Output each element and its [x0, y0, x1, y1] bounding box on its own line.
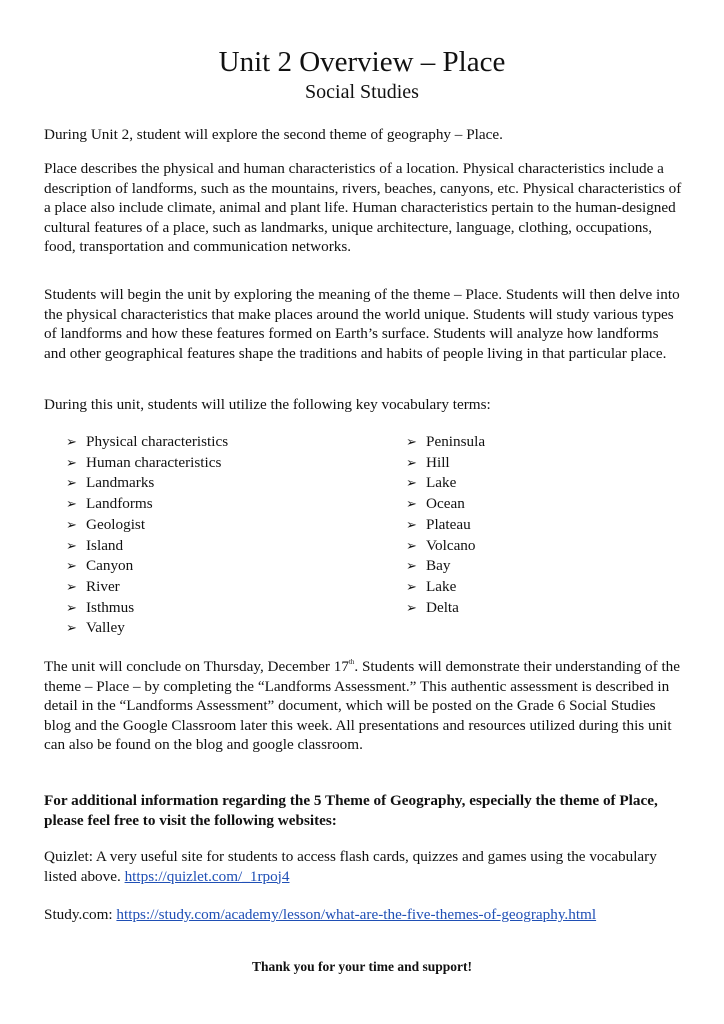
vocabulary-term: Volcano [426, 536, 476, 554]
unit-plan-paragraph: Students will begin the unit by exploring the meaning of the theme – Place. Students will then delve into the physical characteristics that make places around the world unique. Students will study various types of landforms and how these features formed on Earth’s surface. Students will analyze how landforms and other geographical features shape the traditions and habits of people living in that particular place. [44, 286, 680, 362]
quizlet-description: Quizlet: A very useful site for students to access flash cards, quizzes and games using the vocabulary listed above. [44, 848, 657, 885]
intro-paragraph: During Unit 2, student will explore the second theme of geography – Place. [44, 126, 503, 143]
vocabulary-term: Geologist [86, 515, 146, 533]
vocabulary-item [66, 494, 228, 515]
vocabulary-item [66, 515, 228, 536]
arrow-bullet-icon: ➢ [66, 579, 77, 595]
vocabulary-item [406, 536, 485, 557]
arrow-bullet-icon: ➢ [66, 517, 77, 533]
thank-you-note: Thank you for your time and support! [251, 959, 473, 974]
vocabulary-item [66, 453, 228, 474]
conclusion-text-end: . Students will demonstrate their understanding of the theme – Place – by completing the “Landforms Assessment.” This authentic assessment is described in detail in the “Landforms Assessment” document, which will be posted on the Grade 6 Social Studies blog and the Google Classroom later this week. All presentations and resources utilized during this unit can also be found on the blog and google classroom. [44, 658, 681, 753]
arrow-bullet-icon: ➢ [66, 455, 77, 471]
arrow-bullet-icon: ➢ [66, 435, 77, 450]
vocabulary-term: Isthmus [86, 598, 135, 616]
page-subtitle: Social Studies [305, 81, 419, 103]
vocabulary-list-left [66, 432, 228, 639]
conclusion-paragraph [44, 653, 684, 755]
vocabulary-term: Ocean [426, 495, 465, 513]
vocabulary-item [406, 515, 485, 536]
vocabulary-item [406, 598, 485, 619]
vocabulary-term: Landforms [86, 495, 153, 513]
vocabulary-term: Plateau [426, 515, 471, 533]
vocabulary-item [66, 432, 228, 453]
arrow-bullet-icon: ➢ [66, 538, 77, 554]
vocabulary-term: Lake [426, 577, 457, 595]
vocabulary-item [66, 577, 228, 598]
vocabulary-list-right [406, 432, 485, 618]
additional-info-heading: For additional information regarding the 5 Theme of Geography, especially the theme of Place, please feel free to visit the following websites: [44, 792, 658, 829]
vocabulary-item [66, 618, 228, 639]
arrow-bullet-icon: ➢ [406, 579, 417, 595]
vocabulary-intro: During this unit, students will utilize the following key vocabulary terms: [44, 396, 491, 413]
vocabulary-term: Island [86, 536, 124, 554]
vocabulary-item [406, 432, 485, 453]
vocabulary-item [66, 556, 228, 577]
vocabulary-term: Canyon [86, 557, 134, 575]
quizlet-paragraph [44, 847, 684, 886]
vocabulary-item [406, 494, 485, 515]
study-label: Study.com: [44, 906, 117, 923]
arrow-bullet-icon: ➢ [406, 497, 417, 513]
vocabulary-item [66, 598, 228, 619]
study-link[interactable]: https://study.com/academy/lesson/what-are-the-five-themes-of-geography.html [116, 906, 597, 923]
arrow-bullet-icon: ➢ [406, 517, 417, 533]
vocabulary-item [406, 556, 485, 577]
vocabulary-term: Peninsula [426, 433, 486, 450]
arrow-bullet-icon: ➢ [406, 455, 417, 471]
vocabulary-term: River [86, 577, 120, 595]
conclusion-text-start: The unit will conclude on Thursday, December 17 [44, 658, 349, 675]
arrow-bullet-icon: ➢ [66, 600, 77, 616]
arrow-bullet-icon: ➢ [406, 476, 417, 492]
arrow-bullet-icon: ➢ [406, 435, 417, 450]
vocabulary-term: Valley [86, 619, 125, 637]
vocabulary-term: Physical characteristics [86, 433, 229, 450]
vocabulary-term: Lake [426, 474, 457, 492]
vocabulary-term: Human characteristics [86, 453, 222, 471]
arrow-bullet-icon: ➢ [406, 600, 417, 616]
vocabulary-term: Bay [426, 557, 451, 575]
vocabulary-term: Hill [426, 453, 450, 471]
page-title: Unit 2 Overview – Place [218, 46, 506, 78]
ordinal-suffix: th [348, 658, 355, 666]
vocabulary-term: Landmarks [86, 474, 155, 492]
arrow-bullet-icon: ➢ [406, 559, 417, 575]
vocabulary-item [406, 473, 485, 494]
quizlet-link[interactable]: https://quizlet.com/_1rpoj4 [124, 867, 290, 885]
vocabulary-item [406, 577, 485, 598]
arrow-bullet-icon: ➢ [66, 497, 77, 513]
place-description-paragraph: Place describes the physical and human characteristics of a location. Physical characteristics include a description of landforms, such as the mountains, rivers, beaches, canyons, etc. Physical characteristics of a place also include climate, animal and plant life. Human characteristics pertain to the human-designed cultural features of a place, such as landmarks, unique architecture, language, clothing, occupations, food, transportation and communication networks. [44, 160, 682, 255]
arrow-bullet-icon: ➢ [66, 559, 77, 575]
vocabulary-term: Delta [426, 598, 459, 616]
study-paragraph [44, 905, 684, 925]
arrow-bullet-icon: ➢ [406, 538, 417, 554]
vocabulary-item [406, 453, 485, 474]
arrow-bullet-icon: ➢ [66, 476, 77, 492]
vocabulary-item [66, 536, 228, 557]
vocabulary-item [66, 473, 228, 494]
arrow-bullet-icon: ➢ [66, 621, 77, 637]
